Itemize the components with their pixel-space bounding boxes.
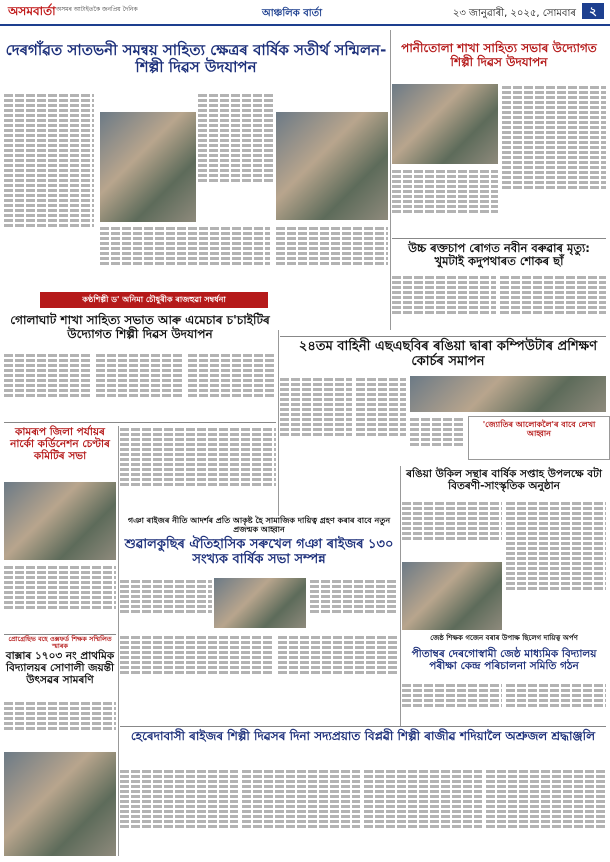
body-a7-col3 <box>120 634 274 696</box>
photo-a6 <box>4 482 116 560</box>
photo-a1-stage <box>276 112 388 220</box>
page-header <box>0 0 610 26</box>
body-a2-col1 <box>392 168 498 234</box>
body-a11-col2 <box>242 768 360 856</box>
kicker-a7: গঞা ৰাইজৰ নীতি আদৰ্শৰ প্ৰতি আকৃষ্ট হৈ সামাজিক দায়িত্ব গ্ৰহণ কৰাৰ বাবে নতুন প্ৰজন্মক আহ্বান <box>127 516 391 535</box>
body-a4-col2 <box>356 376 406 464</box>
headline-a11: হেৰেদাবাসী ৰাইজৰ শিল্পী দিৱসৰ দিনা সদ্যপ্ৰয়াত বিপ্লৱী শিল্পী ৰাজীৱ শদিয়ালৈ অশ্ৰুজল শ্ৰদ্ধাঞ্জলি <box>130 729 596 743</box>
body-a3-col1 <box>392 274 496 332</box>
body-a7-col1 <box>120 578 212 632</box>
body-a5-col2 <box>96 352 184 420</box>
headline-a5: গোলাঘাট শাখা সাহিত্য সভাত আৰু এমেচাৰ চ'চাইটিৰ উদ্যোগত শিল্পী দিৱস উদযাপন <box>10 313 270 341</box>
body-a1-col1 <box>4 92 94 284</box>
body-a7-col2 <box>310 578 398 632</box>
photo-a1-group <box>100 112 196 222</box>
photo-a2 <box>392 84 498 164</box>
divider-a3 <box>392 238 606 239</box>
headline-a4: ২৪তম বাহিনী এছএছবিৰ ৰঙিয়া দ্বাৰা কম্পিউটাৰ প্ৰশিক্ষণ কোৰ্চৰ সমাপন <box>298 339 598 369</box>
body-a8-col1 <box>402 500 502 560</box>
headline-a2: পানীতোলা শাখা সাহিত্য সভাৰ উদ্যোগত শিল্পী দিৱস উদযাপন <box>401 41 597 69</box>
photo-a7 <box>214 578 306 628</box>
column-separator <box>118 426 119 856</box>
body-a11-col4 <box>486 768 606 856</box>
headline-a6: কামৰূপ জিলা পৰ্যায়ৰ নাৰ্কো কৰ্ডিনেশন চেণ্টাৰ কমিটিৰ সভা <box>10 426 110 463</box>
body-a11-col3 <box>364 768 482 856</box>
body-a4-col1 <box>280 376 352 464</box>
column-separator <box>400 466 401 726</box>
body-a9-col1 <box>4 700 116 748</box>
divider-a4 <box>280 336 606 337</box>
body-a1-col4 <box>276 225 388 287</box>
column-separator <box>390 30 391 330</box>
kicker-a10: জেষ্ঠ শিক্ষক গজেন বৰাৰ উপাক্ষ ছিলেগ দায়িত্ব অৰ্পণ <box>430 634 578 642</box>
headline-a9: বাক্সাৰ ১৭০৩ নং প্ৰাথমিক বিদ্যালয়ৰ সোণালী জয়ন্তী উৎসৱৰ সামৰণি <box>5 650 115 687</box>
section-title: আঞ্চলিক বাৰ্তা <box>262 8 323 19</box>
kicker-a9: প্ৰোগ্ৰেছিভ বহে ওক্সফৰ্ড শিক্ষক সম্মিলিত স্মাৰক <box>8 635 112 651</box>
logo-tagline: অসমৰ আটাইতকৈ জনপ্ৰিয় দৈনিক <box>56 6 138 13</box>
divider-a6 <box>4 422 276 423</box>
body-a3-col2 <box>500 274 606 332</box>
headline-a10: পীতাম্বৰ দেৰগোস্বামী জেষ্ঠ মাধ্যমিক বিদ্যালয় পৰীক্ষা কেন্দ্ৰ পৰিচালনা সমিতি গঠন <box>411 648 597 673</box>
headline-a3: উচ্চ ৰক্তচাপ ৰোগত নবীন বৰুৱাৰ মৃত্যু: খুমটাই কদুপথাৰত শোকৰ ছাঁ <box>408 241 590 269</box>
body-a7-col4 <box>278 634 398 696</box>
body-a6-col2 <box>120 426 276 512</box>
photo-a9 <box>4 752 116 856</box>
body-a6-col1 <box>4 564 116 630</box>
column-separator <box>278 330 279 516</box>
body-a10-col2 <box>506 682 606 722</box>
notice-box <box>468 416 610 460</box>
photo-a4 <box>410 376 606 412</box>
body-a5-col3 <box>188 352 276 420</box>
headline-a7: শুৱালকুছিৰ ঐতিহাসিক সৰুখেল গঞা ৰাইজৰ ১৩০ সংখ্যক বাৰ্ষিক সভা সম্পন্ন <box>124 537 394 567</box>
body-a2-col2 <box>502 84 606 234</box>
body-a8-col2 <box>506 500 606 628</box>
notice-box-title: 'জ্যোতিৰ আলোকলৈ'ৰ বাবে লেখা আহ্বান <box>482 420 596 439</box>
body-a10-col1 <box>402 682 502 722</box>
page-number: ২ <box>582 3 604 19</box>
headline-a8: ৰঙিয়া উকিল সন্থাৰ বাৰ্ষিক সপ্তাহ উপলক্ষে বটা বিতৰণী-সাংস্কৃতিক অনুষ্ঠান <box>406 468 602 493</box>
photo-a8 <box>402 562 502 630</box>
body-a5-col1 <box>4 352 92 420</box>
headline-a1: দেৰগাঁৱত সাতভনী সমন্বয় সাহিত্য ক্ষেত্ৰৰ বাৰ্ষিক সতীৰ্থ সন্মিলন-শিল্পী দিৱস উদযাপন <box>5 41 387 77</box>
banner-strip: কণ্ঠশিল্পী ড' অনিমা চৌধুৰীক ৰাজহুৱা সম্বৰ্ধনা <box>40 292 268 308</box>
body-a4-col3 <box>410 416 464 464</box>
divider-a11 <box>120 726 606 727</box>
issue-date: ২৩ জানুৱাৰী, ২০২৫, সোমবাৰ <box>452 8 576 19</box>
notice-box-body <box>470 460 606 464</box>
body-a11-col1 <box>120 768 238 856</box>
newspaper-logo: অসমবাৰ্তা <box>8 4 56 18</box>
body-a1-col3 <box>198 92 274 222</box>
body-a1-col2 <box>100 225 270 287</box>
